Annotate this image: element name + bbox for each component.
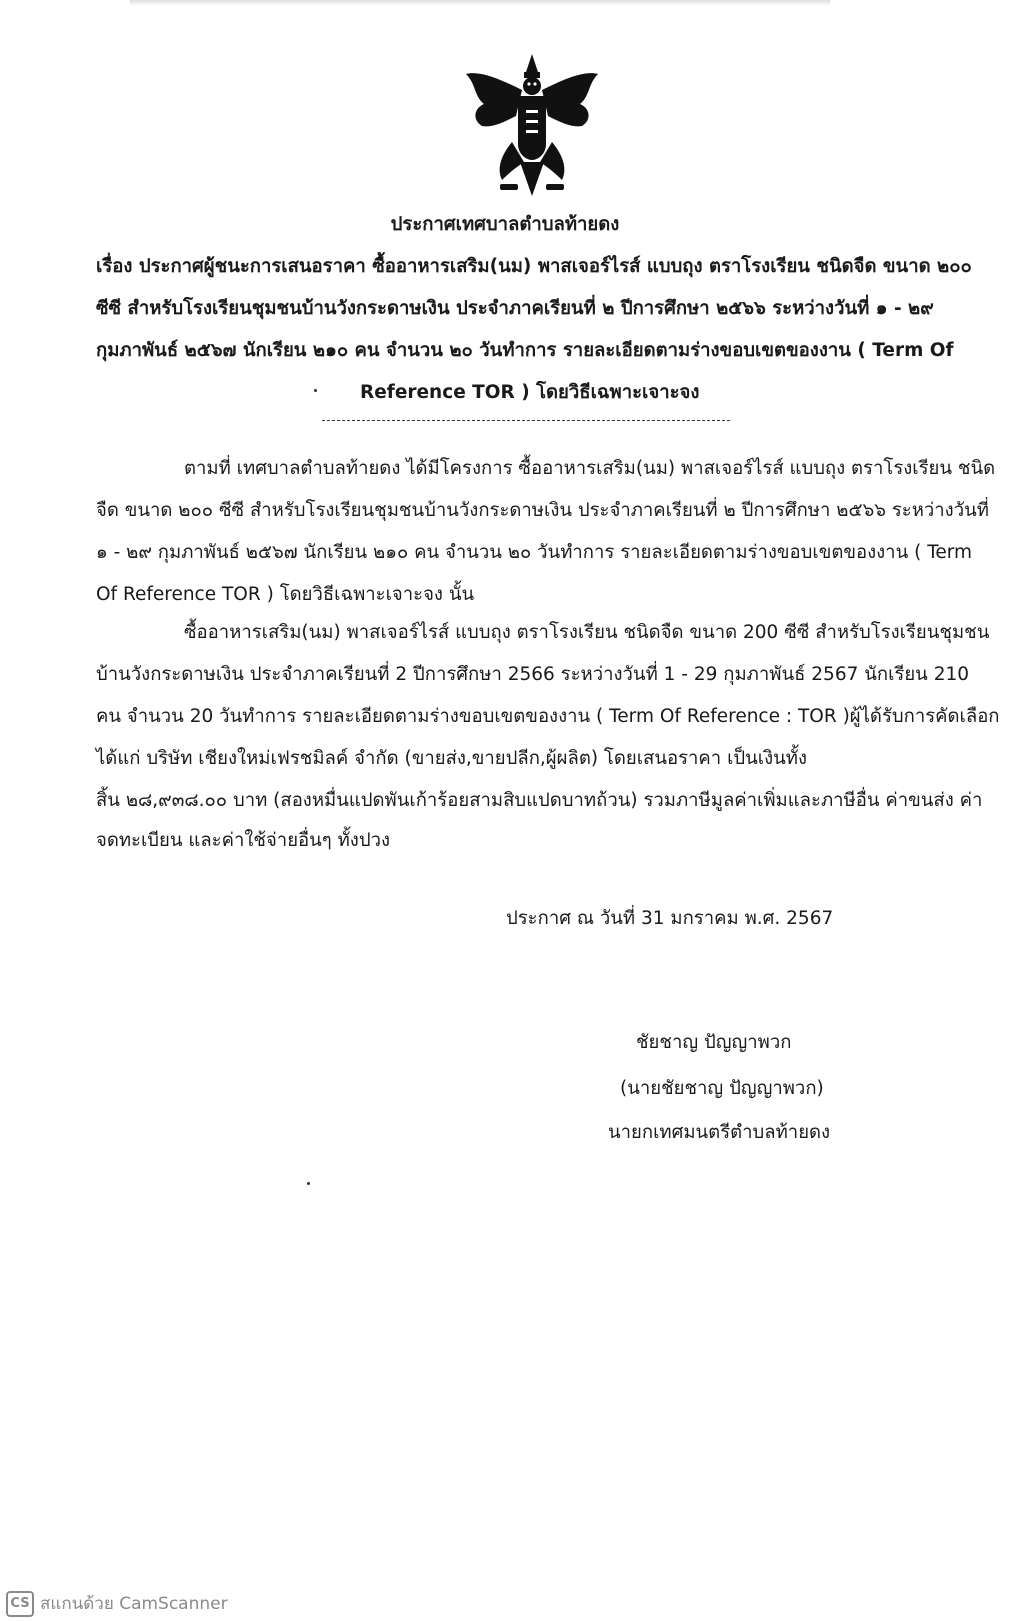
paragraph2-line-2: บ้านวังกระดาษเงิน ประจำภาคเรียนที่ 2 ปีการศึกษา 2566 ระหว่างวันที่ 1 - 29 กุมภาพันธ์ 2567 นักเรียน 210 bbox=[96, 664, 970, 685]
paragraph2-line-6: จดทะเบียน และค่าใช้จ่ายอื่นๆ ทั้งปวง bbox=[96, 830, 391, 851]
camscanner-logo-icon: CS bbox=[6, 1591, 34, 1617]
scan-edge-shadow bbox=[130, 0, 830, 6]
paragraph2-line-1: ซื้ออาหารเสริม(นม) พาสเจอร์ไรส์ แบบถุง ตราโรงเรียน ชนิดจืด ขนาด 200 ซีซี สำหรับโรงเรียนชุมชน bbox=[184, 622, 990, 643]
announce-date: ประกาศ ณ วันที่ 31 มกราคม พ.ศ. 2567 bbox=[506, 908, 834, 929]
paragraph1-line-1: ตามที่ เทศบาลตำบลท้ายดง ได้มีโครงการ ซื้ออาหารเสริม(นม) พาสเจอร์ไรส์ แบบถุง ตราโรงเรียน ชนิด bbox=[184, 458, 996, 479]
signer-position: นายกเทศมนตรีตำบลท้ายดง bbox=[608, 1122, 831, 1143]
paragraph2-line-4: ได้แก่ บริษัท เชียงใหม่เฟรชมิลค์ จำกัด (ขายส่ง,ขายปลีก,ผู้ผลิต) โดยเสนอราคา เป็นเงินทั้ง bbox=[96, 748, 808, 769]
camscanner-watermark bbox=[6, 1590, 228, 1617]
signed-name: ชัยชาญ ปัญญาพวก bbox=[636, 1032, 792, 1053]
subject-line-1: เรื่อง ประกาศผู้ชนะการเสนอราคา ซื้ออาหารเสริม(นม) พาสเจอร์ไรส์ แบบถุง ตราโรงเรียน ชนิดจืด ขนาด ๒๐๐ bbox=[96, 256, 972, 277]
subject-line-3: กุมภาพันธ์ ๒๕๖๗ นักเรียน ๒๑๐ คน จำนวน ๒๐ วันทำการ รายละเอียดตามร่างขอบเขตของงาน ( Term Of bbox=[96, 340, 954, 361]
paragraph2-line-5: สิ้น ๒๘,๙๓๘.๐๐ บาท (สองหมื่นแปดพันเก้าร้อยสามสิบแปดบาทถ้วน) รวมภาษีมูลค่าเพิ่มและภาษีอื่น ค่าขนส่ง ค่า bbox=[96, 790, 983, 811]
subject-line-4: Reference TOR ) โดยวิธีเฉพาะเจาะจง bbox=[360, 382, 700, 403]
printed-name: (นายชัยชาญ ปัญญาพวก) bbox=[620, 1078, 824, 1099]
camscanner-text: สแกนด้วย CamScanner bbox=[40, 1594, 228, 1614]
stray-mark bbox=[307, 1182, 310, 1185]
divider bbox=[322, 420, 730, 421]
paragraph1-line-4: Of Reference TOR ) โดยวิธีเฉพาะเจาะจง นั้น bbox=[96, 584, 475, 605]
stray-mark bbox=[314, 389, 317, 392]
paragraph1-line-2: จืด ขนาด ๒๐๐ ซีซี สำหรับโรงเรียนชุมชนบ้านวังกระดาษเงิน ประจำภาคเรียนที่ ๒ ปีการศึกษา ๒๕๖๖ ระหว่างวันที่ bbox=[96, 500, 989, 521]
garuda-emblem-icon bbox=[462, 50, 602, 200]
paragraph1-line-3: ๑ - ๒๙ กุมภาพันธ์ ๒๕๖๗ นักเรียน ๒๑๐ คน จำนวน ๒๐ วันทำการ รายละเอียดตามร่างขอบเขตของงาน ( Term bbox=[96, 542, 973, 563]
announcement-heading: ประกาศเทศบาลตำบลท้ายดง bbox=[390, 214, 620, 235]
subject-line-2: ซีซี สำหรับโรงเรียนชุมชนบ้านวังกระดาษเงิน ประจำภาคเรียนที่ ๒ ปีการศึกษา ๒๕๖๖ ระหว่างวันที่ ๑ - ๒๙ bbox=[96, 298, 934, 319]
paragraph2-line-3: คน จำนวน 20 วันทำการ รายละเอียดตามร่างขอบเขตของงาน ( Term Of Reference : TOR )ผู้ได้รับการคัดเลือก bbox=[96, 706, 1000, 727]
